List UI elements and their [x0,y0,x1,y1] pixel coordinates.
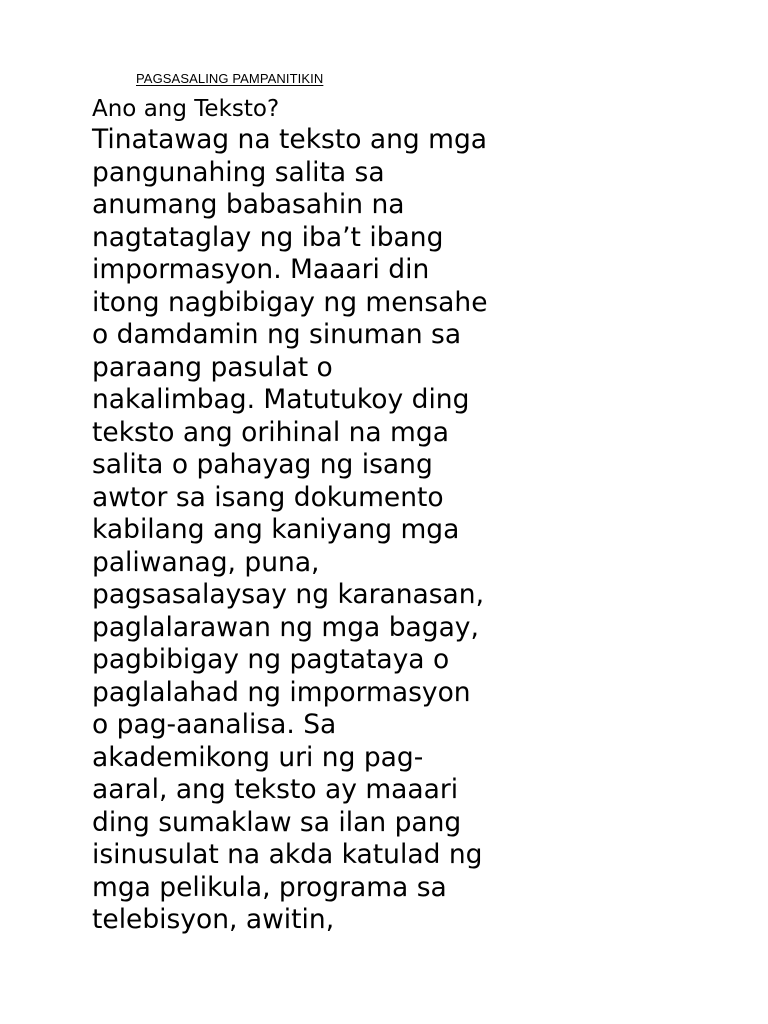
body-line: pangunahing salita sa [92,156,385,188]
body-line: itong nagbibigay ng mensahe [92,286,488,318]
body-line: isinusulat na akda katulad ng [92,839,483,870]
body-line: pagsasalaysay ng karanasan, [92,579,485,610]
body-line: nagtataglay ng iba’t ibang [92,221,444,253]
body-line: salita o pahayag ng isang [92,449,433,480]
section-question: Ano ang Teksto? [92,96,280,122]
body-line: paraang pasulat o [92,351,333,383]
body-line: nakalimbag. Matutukoy ding [92,384,470,415]
body-line: teksto ang orihinal na mga [92,416,449,448]
body-line: pagbibigay ng pagtataya o [92,644,450,675]
body-line: ding sumaklaw sa ilan pang [92,806,462,838]
body-line: aaral, ang teksto ay maaari [92,774,459,805]
body-line: paglalarawan ng mga bagay, [92,611,479,643]
body-line: paliwanag, puna, [92,546,320,578]
body-line: Tinatawag na teksto ang mga [92,124,488,155]
body-line: paglalahad ng impormasyon [92,676,471,708]
body-line: awtor sa isang dokumento [92,481,444,513]
body-line: kabilang ang kaniyang mga [92,514,460,545]
body-line: telebisyon, awitin, [92,904,335,935]
body-line: anumang babasahin na [92,189,405,220]
body-line: akademikong uri ng pag- [92,741,424,773]
body-line: o pag-aanalisa. Sa [92,709,337,740]
body-line: mga pelikula, programa sa [92,871,447,903]
body-line: impormasyon. Maaari din [92,254,430,285]
body-text [92,124,488,937]
body-line: o damdamin ng sinuman sa [92,319,462,350]
document-header: PAGSASALING PAMPANITIKIN [136,71,324,86]
